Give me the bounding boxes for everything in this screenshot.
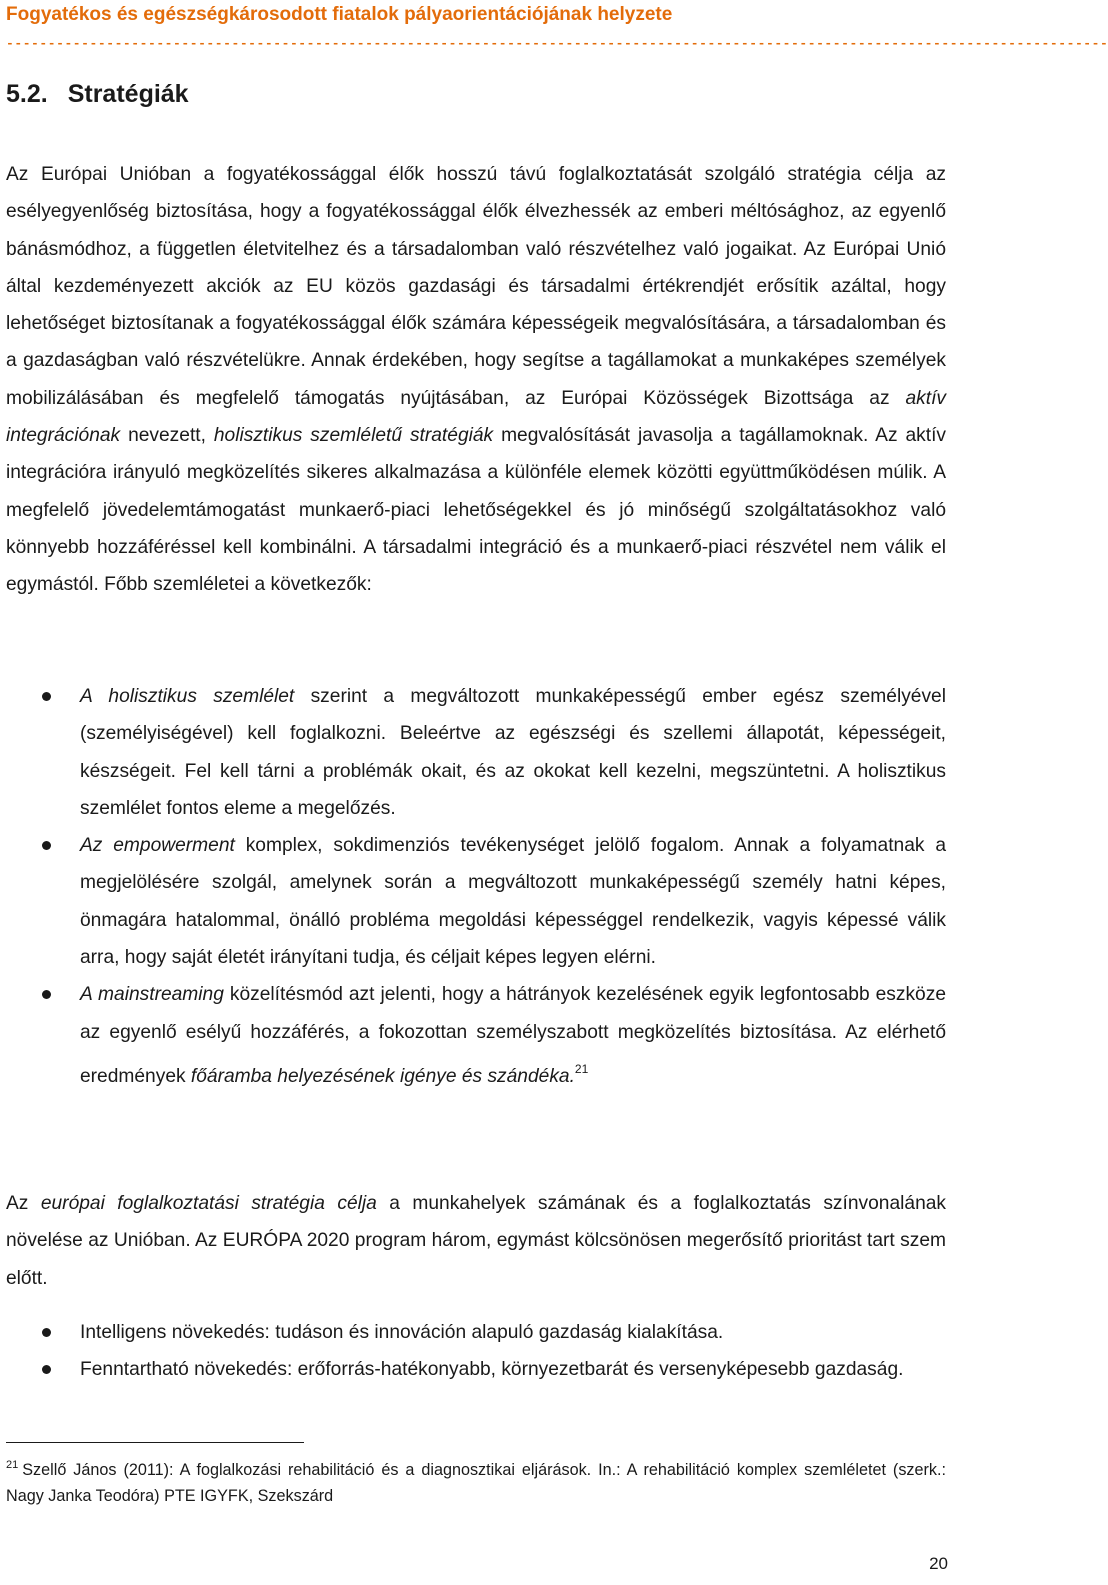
bullet-icon [42, 841, 51, 850]
list-item-text: komplex, sokdimenziós tevékenységet jelölő fogalom. Annak a folyamatnak a megjelölésére szolgál, amelynek során a megváltozott munkaképességű személy hatni képes, önmagára hatalommal, önálló probléma megoldási képességgel rendelkezik, vagyis képessé válik arra, hogy saját életét irányítani tudja, és céljait képes legyen elérni. [80, 835, 947, 969]
footnote [6, 1452, 946, 1509]
italic-term: főáramba helyezésének igénye és szándéka. [190, 1065, 575, 1087]
section-number: 5.2. [6, 80, 48, 108]
list-item [6, 827, 946, 976]
paragraph-text: megvalósítását javasolja a tagállamoknak. Az aktív integrációra irányuló megközelítés sikeres alkalmazása a különféle elemek közötti együttműködésen múlik. A megfelelő jövedelemtámogatást munkaerő-piaci lehetőségekkel és jó minőségű szolgáltatásokhoz való könnyebb hozzáféréssel kell kombinálni. A társadalmi integráció és a munkaerő-piaci részvétel nem válik el egymástól. Főbb szemléletei a következők: [6, 425, 946, 596]
footnote-reference[interactable]: 21 [574, 1061, 589, 1076]
paragraph-text: Az [6, 1193, 41, 1214]
paragraph-strategies [6, 156, 946, 604]
list-item [6, 1314, 946, 1351]
italic-term: holisztikus szemléletű stratégiák [213, 425, 494, 447]
list-item-text: Fenntartható növekedés: erőforrás-hatékonyabb, környezetbarát és versenyképesebb gazdaság. [80, 1359, 904, 1381]
footnote-text: Szellő János (2011): A foglalkozási rehabilitáció és a diagnosztikai eljárások. In.: A rehabilitáció komplex szemléletet (szerk.: Nagy Janka Teodóra) PTE IGYFK, Szekszárd [6, 1461, 946, 1505]
paragraph-text: a munkahelyek számának és a foglalkoztatás színvonalának növelése az Unióban. Az EURÓPA 2020 program három, egymást kölcsönösen megerősítő prioritást tart szem előtt. [6, 1193, 947, 1289]
list-item [6, 678, 946, 827]
bullet-icon [42, 1365, 51, 1374]
italic-term: Az empowerment [80, 835, 235, 857]
bullet-icon [42, 1328, 51, 1337]
paragraph-text: nevezett, [120, 425, 214, 447]
paragraph-employment-strategy [6, 1185, 946, 1297]
section-title-text: Stratégiák [67, 80, 189, 108]
page-number: 20 [929, 1554, 948, 1573]
priorities-bullet-list [6, 1314, 946, 1389]
list-item-text: szerint a megváltozott munkaképességű ember egész személyével (személyiségével) kell foglalkozni. Beleértve az egészségi és szellemi állapotát, képességeit, készségeit. Fel kell tárni a problémák okait, és az okokat kell kezelni, megszüntetni. A holisztikus szemlélet fontos eleme a megelőzés. [80, 686, 946, 819]
italic-term: európai foglalkoztatási stratégia célja [40, 1193, 377, 1214]
list-item [6, 1351, 946, 1388]
list-item-text: Intelligens növekedés: tudáson és innováción alapuló gazdaság kialakítása. [80, 1322, 724, 1343]
running-header-title: Fogyatékos és egészségkárosodott fiatalok pályaorientációjának helyzete [6, 4, 673, 25]
bullet-icon [42, 692, 51, 701]
approaches-bullet-list [6, 678, 946, 1095]
italic-term: A mainstreaming [80, 984, 224, 1006]
list-item-text: közelítésmód azt jelenti, hogy a hátrányok kezelésének egyik legfontosabb eszköze az egyenlő esélyű hozzáférés, a fokozottan személyszabott megközelítés biztosítása. Az elérhető eredmények [80, 984, 946, 1087]
list-item [6, 976, 946, 1095]
paragraph-text: Az Európai Unióban a fogyatékossággal élők hosszú távú foglalkoztatását szolgáló stratégia célja az esélyegyenlőség biztosítása, hogy a fogyatékossággal élők élvezhessék az emberi méltósághoz, az egyenlő bánásmódhoz, a független életvitelhez és a társadalomban való részvételhez való jogaikat. Az Európai Unió által kezdeményezett akciók az EU közös gazdasági és társadalmi értékrendjét erősítik azáltal, hogy lehetőséget biztosítanak a fogyatékossággal élők számára képességeik megvalósítására, a társadalomban és a gazdaságban való részvételükre. Annak érdekében, hogy segítse a tagállamokat a munkaképes személyek mobilizálásában és megfelelő támogatás nyújtásában, az Európai Közösségek Bizottsága az [6, 164, 946, 409]
section-heading [6, 80, 189, 109]
header-dashed-rule: ------------------------------------------------------------------------------------------------------------------------------------ [6, 36, 1108, 51]
italic-term: A holisztikus szemlélet [80, 686, 295, 707]
bullet-icon [42, 990, 51, 999]
footnote-separator [6, 1442, 304, 1443]
footnote-number: 21 [6, 1459, 19, 1471]
italic-term: aktív integrációnak [6, 387, 946, 447]
